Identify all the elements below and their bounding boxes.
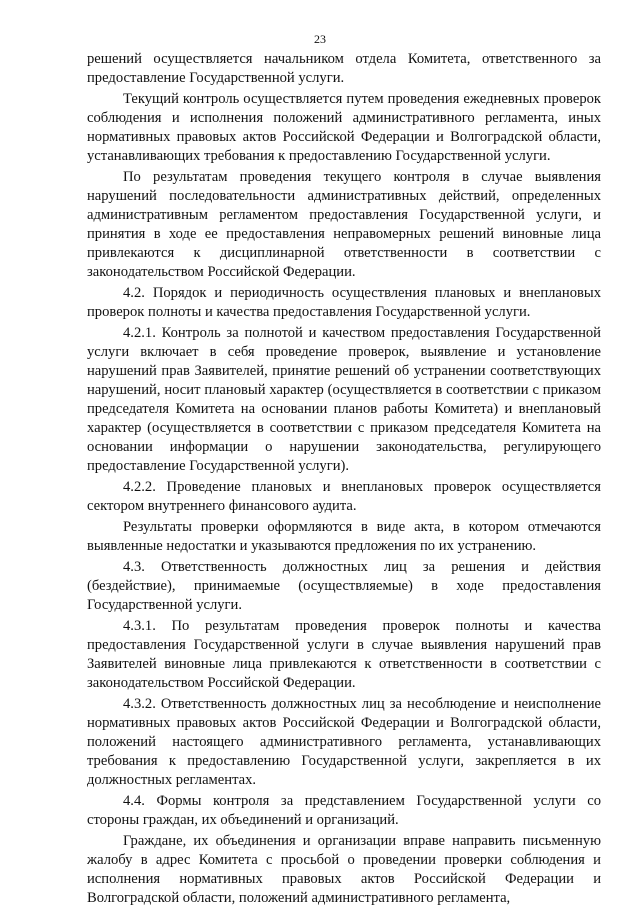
paragraph-citizens-complaint: Граждане, их объединения и организации вправе направить письменную жалобу в адрес Комитета с просьбой о проведении проверки соблюдения и исполнения нормативных правовых актов Российской Федерации и Волгоградской области, положений административного регламента, [87, 833, 601, 906]
page-number: 23 [314, 32, 326, 46]
paragraph-4-3-2: 4.3.2. Ответственность должностных лиц за несоблюдение и неисполнение нормативных правовых актов Российской Федерации и Волгоградской области, положений настоящего административного регламента, устанавливающих требования к предоставлению Государственной услуги, закрепляется в их должностных регламентах. [87, 696, 601, 788]
paragraph-4-3-1: 4.3.1. По результатам проведения проверок полноты и качества предоставления Государственной услуги в случае выявления нарушений прав Заявителей виновные лица привлекаются к ответственности в соответствии с законодательством Российской Федерации. [87, 618, 601, 691]
paragraph-4-2-2: 4.2.2. Проведение плановых и внеплановых проверок осуществляется сектором внутреннего финансового аудита. [87, 479, 601, 514]
paragraph-continuation: решений осуществляется начальником отдела Комитета, ответственного за предоставление Государственной услуги. [87, 51, 601, 86]
paragraph-current-control: Текущий контроль осуществляется путем проведения ежедневных проверок соблюдения и исполнения положений административного регламента, иных нормативных правовых актов Российской Федерации и Волгоградской области, устанавливающих требования к предоставлению Государственной услуги. [87, 91, 601, 164]
paragraph-4-2: 4.2. Порядок и периодичность осуществления плановых и внеплановых проверок полноты и качества предоставления Государственной услуги. [87, 285, 601, 320]
paragraph-4-4: 4.4. Формы контроля за представлением Государственной услуги со стороны граждан, их объединений и организаций. [87, 793, 601, 828]
paragraph-4-2-1: 4.2.1. Контроль за полнотой и качеством предоставления Государственной услуги включает в себя проведение проверок, выявление и установление нарушений прав Заявителей, принятие решений об устранении соответствующих нарушений, носит плановый характер (осуществляется в соответствии с приказом председателя Комитета на основании планов работы Комитета) и внеплановый характер (осуществляется в соответствии с приказом председателя Комитета на основании информации о нарушении законодательства, регулирующего предоставление Государственной услуги). [87, 325, 601, 474]
document-body [87, 50, 601, 910]
paragraph-control-results: По результатам проведения текущего контроля в случае выявления нарушений последовательности административных действий, определенных административным регламентом предоставления Государственной услуги, и принятия в ходе ее предоставления неправомерных решений виновные лица привлекаются к дисциплинарной ответственности в соответствии с законодательством Российской Федерации. [87, 169, 601, 280]
paragraph-inspection-results: Результаты проверки оформляются в виде акта, в котором отмечаются выявленные недостатки и указываются предложения по их устранению. [87, 519, 601, 554]
paragraph-4-3: 4.3. Ответственность должностных лиц за решения и действия (бездействие), принимаемые (осуществляемые) в ходе предоставления Государственной услуги. [87, 559, 601, 613]
